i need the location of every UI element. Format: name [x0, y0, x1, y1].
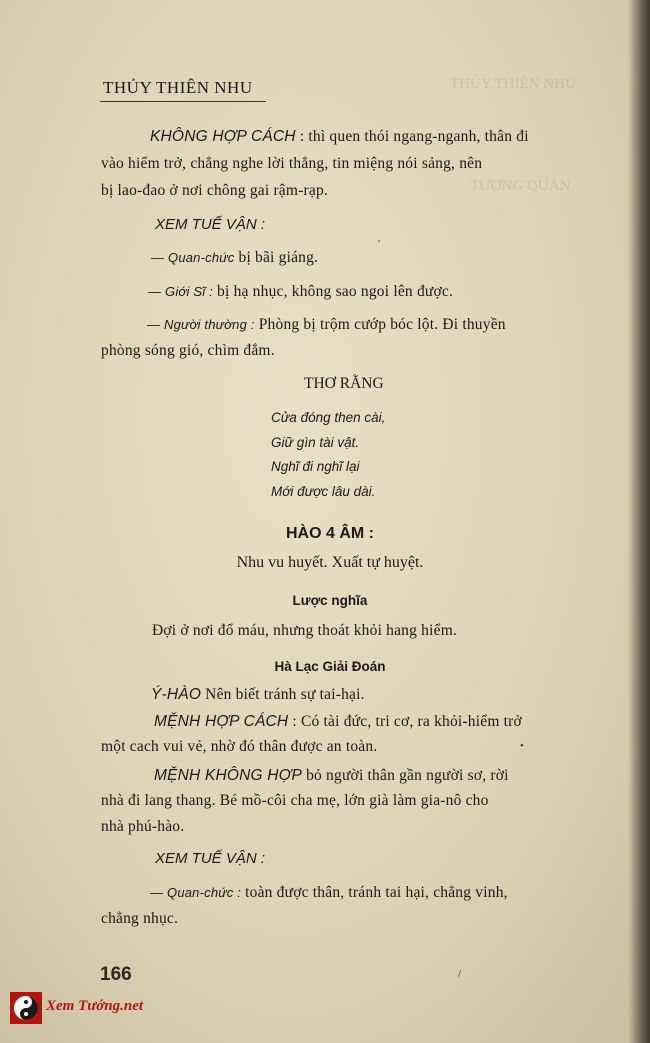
paragraph-text: : Có tài đức, tri cơ, ra khỏi-hiểm trở [292, 713, 522, 730]
paragraph-line: nhà đi lang thang. Bé mồ-côi cha mẹ, lớn già làm gia-nô cho [101, 792, 489, 809]
paragraph-line [151, 686, 365, 704]
luoc-nghia-heading: Lược nghĩa [292, 593, 368, 608]
page-edge-shadow [628, 0, 650, 1043]
paragraph-line [154, 767, 509, 785]
section-label: MỆNH HỢP CÁCH [154, 713, 289, 730]
list-item [148, 283, 453, 301]
hao-text: Nhu vu huyết. Xuất tự huyệt. [236, 554, 424, 571]
list-item [150, 884, 508, 902]
xem-tue-van-heading: XEM TUẾ VẬN : [155, 216, 266, 233]
list-item [147, 316, 506, 334]
paragraph-line: bị lao-đao ở nơi chông gai rậm-rạp. [101, 182, 328, 199]
paragraph-line: vào hiểm trở, chẳng nghe lời thẳng, tin miệng nói sảng, nên [101, 155, 483, 172]
bleed-through-text: TƯỢNG QUẢN [470, 178, 571, 194]
item-label: — Quan-chức [151, 250, 235, 265]
ink-speck: / [458, 968, 462, 980]
item-text: bị bãi giáng. [238, 249, 319, 266]
paragraph-line: chẳng nhục. [101, 910, 179, 927]
item-text: bị hạ nhục, không sao ngoi lên được. [217, 283, 454, 300]
yin-yang-icon [10, 992, 42, 1024]
paragraph-line [150, 128, 529, 146]
luoc-nghia-text: Đợi ở nơi đổ máu, nhưng thoát khỏi hang hiểm. [152, 622, 458, 639]
ink-speck: • [520, 740, 524, 752]
paragraph-line [154, 713, 522, 731]
item-text: Phòng bị trộm cướp bóc lột. Đi thuyền [258, 316, 506, 333]
ink-speck: ' [378, 238, 380, 250]
hao-heading: HÀO 4 ÂM : [286, 525, 374, 542]
list-item [151, 249, 318, 267]
poem-line: Mới được lâu dài. [271, 484, 376, 499]
poem-title: THƠ RẰNG [304, 375, 384, 392]
item-text: toàn được thân, tránh tai hại, chẳng vinh, [245, 884, 508, 901]
site-logo[interactable] [10, 990, 170, 1028]
header-rule [100, 101, 266, 102]
paragraph-text: Nên biết tránh sự tai-hại. [205, 686, 365, 703]
section-label: Ý-HÀO [151, 686, 202, 703]
running-header: THỦY THIÊN NHU [103, 78, 253, 97]
paragraph-text: : thì quen thói ngang-nganh, thân đi [299, 128, 529, 145]
paragraph-line: phòng sóng gió, chìm đắm. [101, 342, 275, 359]
item-label: — Người thường : [147, 317, 255, 332]
bleed-through-text: THỦY THIÊN NHU [450, 76, 576, 92]
poem-line: Giữ gìn tài vật. [271, 435, 360, 450]
item-label: — Quan-chức : [150, 885, 242, 900]
xem-tue-van-heading: XEM TUẾ VẬN : [155, 850, 266, 867]
paragraph-line: một cach vui vẻ, nhờ đó thân được an toàn. [101, 738, 378, 755]
paragraph-text: bỏ người thân gần người sơ, rời [306, 767, 509, 784]
paragraph-line: nhà phú-hào. [101, 818, 185, 835]
section-label: MỆNH KHÔNG HỢP [154, 767, 302, 784]
logo-text: Xem Tướng.net [46, 998, 144, 1014]
poem-line: Cửa đóng then cài, [271, 410, 386, 425]
item-label: — Giới Sĩ : [148, 284, 213, 299]
ha-lac-heading: Hà Lạc Giải Đoán [274, 659, 386, 674]
poem-line: Nghĩ đi nghĩ lại [271, 459, 360, 474]
section-label: KHÔNG HỢP CÁCH [150, 128, 296, 145]
page-number: 166 [100, 964, 132, 985]
